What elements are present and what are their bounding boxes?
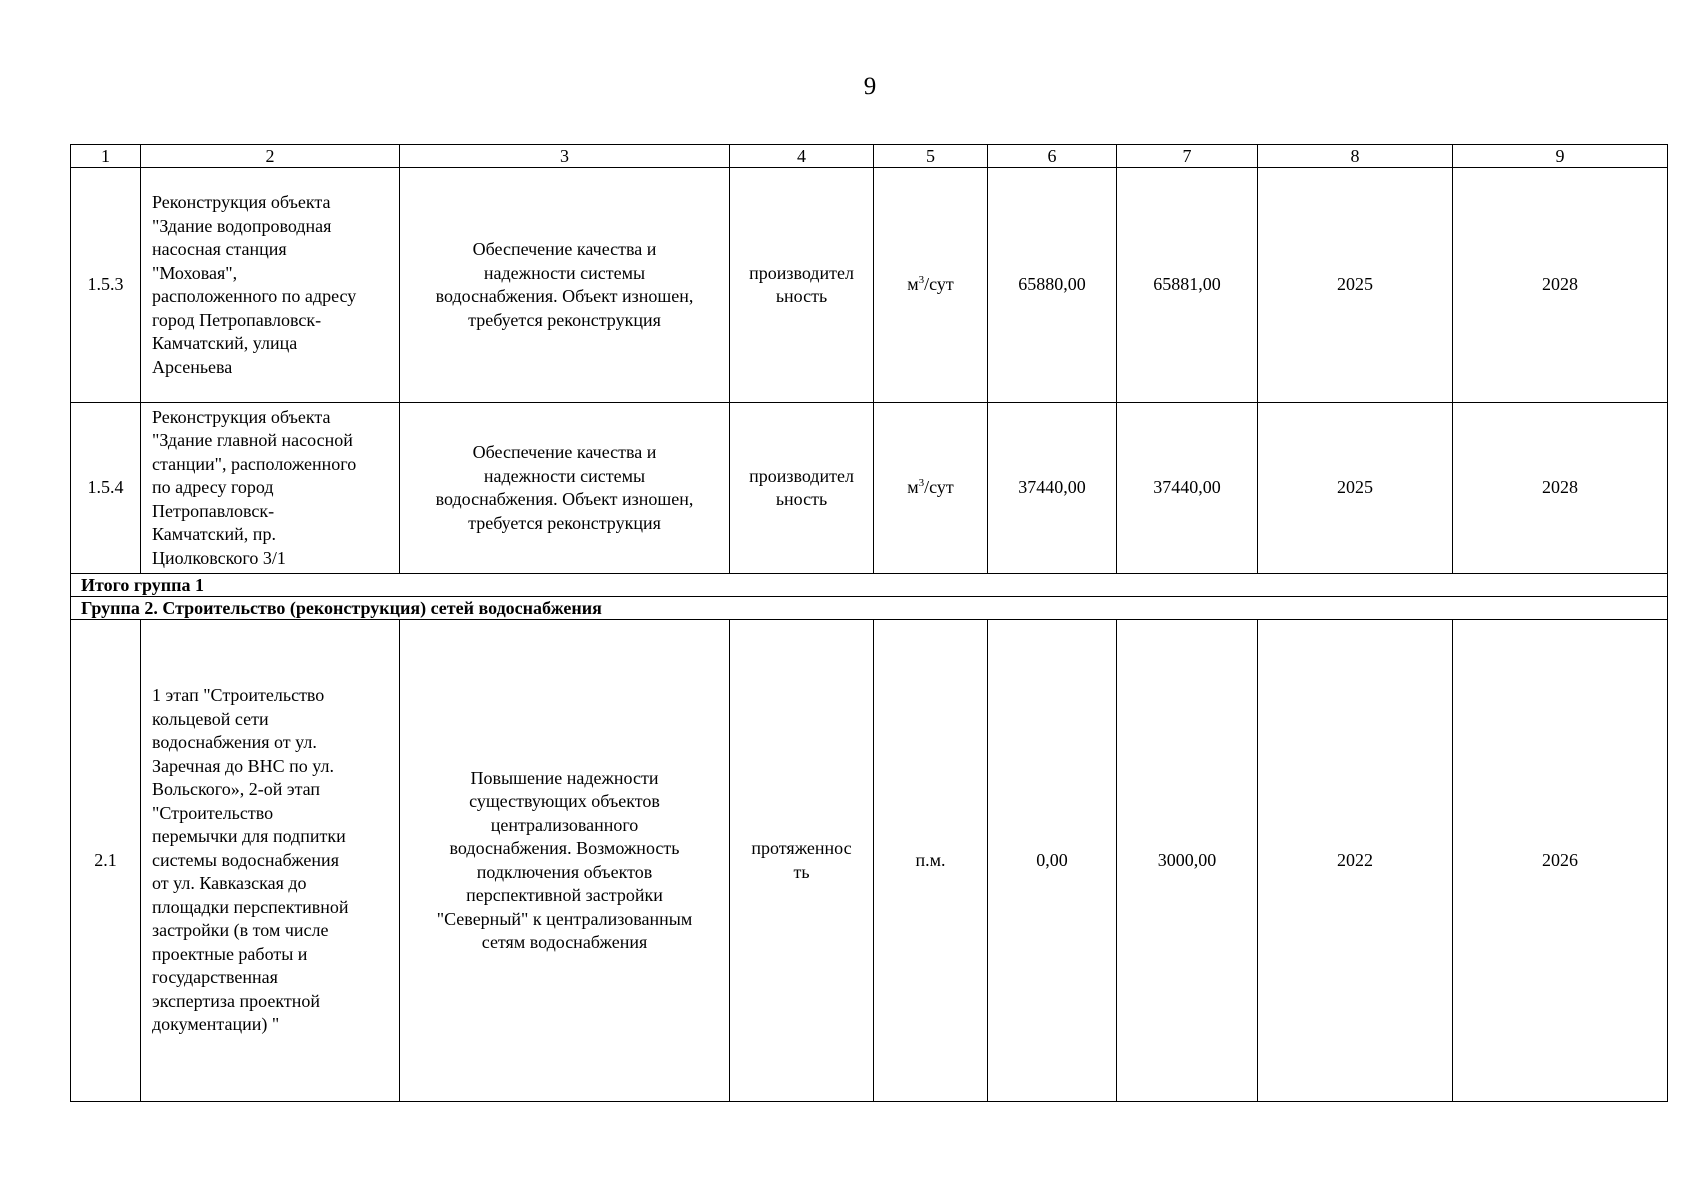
- project-name: Реконструкция объекта "Здание водопроводная насосная станция "Моховая", расположенного по адресу город Петропавловск- Камчатский, улица Арсеньева: [152, 192, 357, 377]
- value-before: 0,00: [988, 620, 1117, 1102]
- project-name: 1 этап "Строительство кольцевой сети водоснабжения от ул. Заречная до ВНС по ул. Вольского», 2-ой этап "Строительство перемычки для подпитки системы водоснабжения от ул. Кавказская до площадки перспективной застройки (в том числе проектные работы и государственная экспертиза проектной документации) ": [152, 685, 349, 1035]
- project-purpose-cell: [400, 403, 730, 574]
- project-purpose-cell: [400, 620, 730, 1102]
- group-total-row: [71, 574, 1668, 597]
- unit-tail: /сут: [924, 274, 954, 295]
- column-header: 2: [141, 145, 400, 168]
- unit-superscript: 3: [918, 477, 925, 490]
- project-name-cell: [141, 403, 400, 574]
- year-start: 2025: [1258, 168, 1453, 403]
- project-name-cell: [141, 620, 400, 1102]
- group-1-total: Итого группа 1: [71, 574, 1668, 597]
- indicator: производител ьность: [749, 465, 854, 509]
- unit-cell: [874, 168, 988, 403]
- year-start: 2022: [1258, 620, 1453, 1102]
- value-after: 37440,00: [1117, 403, 1258, 574]
- value-after: 3000,00: [1117, 620, 1258, 1102]
- year-end: 2028: [1453, 403, 1668, 574]
- indicator: протяженнос ть: [751, 838, 852, 882]
- projects-table: [70, 144, 1668, 1102]
- unit-base: м: [907, 477, 919, 498]
- column-header: 7: [1117, 145, 1258, 168]
- project-purpose: Обеспечение качества и надежности системы водоснабжения. Объект изношен, требуется реконструкция: [435, 239, 694, 330]
- column-header: 8: [1258, 145, 1453, 168]
- row-number: 1.5.4: [71, 403, 141, 574]
- indicator-cell: [730, 403, 874, 574]
- table-row: [71, 620, 1668, 1102]
- column-header: 4: [730, 145, 874, 168]
- year-end: 2028: [1453, 168, 1668, 403]
- year-end: 2026: [1453, 620, 1668, 1102]
- table-row: [71, 168, 1668, 403]
- group-header-row: [71, 597, 1668, 620]
- unit-cell: п.м.: [874, 620, 988, 1102]
- project-name-cell: [141, 168, 400, 403]
- unit-superscript: 3: [918, 274, 925, 287]
- indicator: производител ьность: [749, 262, 854, 306]
- column-header: 6: [988, 145, 1117, 168]
- row-number: 2.1: [71, 620, 141, 1102]
- column-header: 3: [400, 145, 730, 168]
- unit-base: м: [907, 274, 919, 295]
- value-after: 65881,00: [1117, 168, 1258, 403]
- project-purpose: Повышение надежности существующих объектов централизованного водоснабжения. Возможность подключения объектов перспективной застройки "Северный" к централизованным сетям водоснабжения: [436, 767, 693, 952]
- project-purpose-cell: [400, 168, 730, 403]
- group-2-title: Группа 2. Строительство (реконструкция) сетей водоснабжения: [71, 597, 1668, 620]
- column-header: 1: [71, 145, 141, 168]
- project-name: Реконструкция объекта "Здание главной насосной станции", расположенного по адресу город Петропавловск- Камчатский, пр. Циолковского 3/1: [152, 406, 357, 568]
- column-header: 9: [1453, 145, 1668, 168]
- indicator-cell: [730, 168, 874, 403]
- unit-tail: /сут: [924, 477, 954, 498]
- project-purpose: Обеспечение качества и надежности системы водоснабжения. Объект изношен, требуется реконструкция: [435, 442, 694, 533]
- unit-cell: [874, 403, 988, 574]
- table-row: [71, 403, 1668, 574]
- indicator-cell: [730, 620, 874, 1102]
- column-header: 5: [874, 145, 988, 168]
- page-number: 9: [863, 73, 877, 100]
- value-before: 65880,00: [988, 168, 1117, 403]
- value-before: 37440,00: [988, 403, 1117, 574]
- year-start: 2025: [1258, 403, 1453, 574]
- column-numbers-row: [71, 145, 1668, 168]
- row-number: 1.5.3: [71, 168, 141, 403]
